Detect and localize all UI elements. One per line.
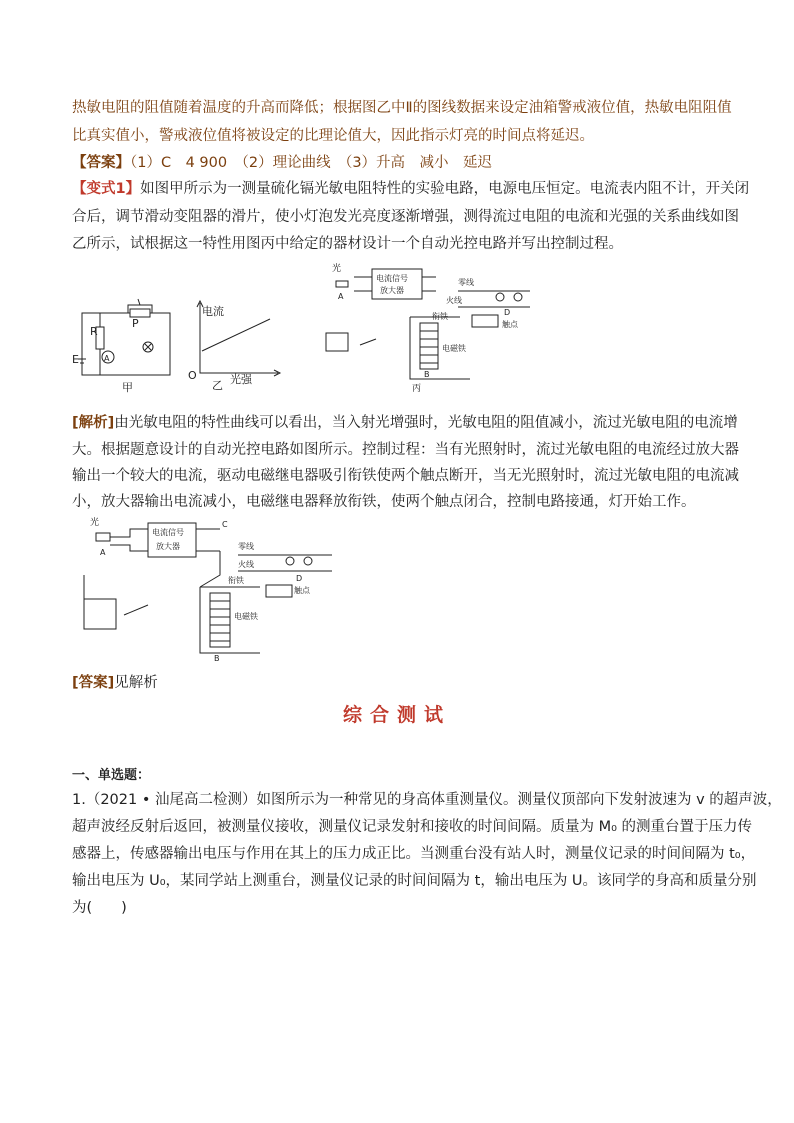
fig2-xiantie: 衔铁: [228, 576, 244, 585]
fig2-lingxian: 零线: [238, 542, 254, 551]
fig1-jia-E: E: [72, 353, 79, 366]
fig1-jia-A: A: [104, 354, 110, 363]
analysis-line-3: 输出一个较大的电流，驱动电磁继电器吸引衔铁使两个触点断开，当无光照射时，流过光敏电阻的电流减: [72, 468, 739, 484]
answer-tag: 【答案】: [72, 155, 130, 171]
fig1-yi-origin: O: [188, 369, 197, 382]
variant-1-line-3: 乙所示，试根据这一特性用图丙中给定的器材设计一个自动光控电路并写出控制过程。: [72, 236, 623, 252]
question-1-line-4: 输出电压为 U₀，某同学站上测重台，测量仪记录的时间间隔为 t，输出电压为 U。该同学的身高和质量分别: [72, 873, 757, 889]
fig2-chudian: 触点: [294, 586, 310, 595]
fig1-bing-huoxian: 火线: [446, 296, 462, 305]
variant-tag: 【变式1】: [72, 181, 141, 197]
fig1-bing-A: A: [338, 292, 344, 301]
fig1-bing-D: D: [504, 308, 511, 317]
answer-1: [72, 151, 732, 172]
fig1-bing-diancitie: 电磁铁: [442, 344, 466, 353]
fig1-jia-R: R: [90, 325, 98, 338]
answer-2-text: 见解析: [114, 675, 158, 691]
variant-1-line-2: 合后，调节滑动变阻器的滑片，使小灯泡发光亮度逐渐增强，测得流过电阻的电流和光强的关系曲线如图: [72, 209, 739, 225]
fig1-yi-ylabel: 电流: [202, 305, 224, 318]
fig1-yi-label: 乙: [212, 379, 223, 392]
fig2-diancitie: 电磁铁: [234, 612, 258, 621]
fig1-bing-lingxian: 零线: [458, 278, 474, 287]
fig1-bing-label: 丙: [412, 384, 422, 394]
variant-text-1: 如图甲所示为一测量硫化镉光敏电阻特性的实验电路，电源电压恒定。电流表内阻不计，开关闭: [140, 181, 750, 197]
fig1-jia-label: 甲: [122, 381, 133, 394]
fig1-jia-P: P: [132, 317, 139, 330]
answer-1-text: （1）C 4 900 （2）理论曲线 （3）升高 减小 延迟: [130, 155, 493, 171]
fig1-bing-B: B: [424, 370, 430, 379]
fig1-bing-amp2: 放大器: [380, 286, 404, 295]
question-1-line-5: 为( ): [72, 900, 127, 916]
fig2-B: B: [214, 654, 220, 663]
question-1-line-3: 感器上，传感器输出电压与作用在其上的压力成正比。当测重台没有站人时，测量仪记录的时间间隔为 t₀，: [72, 846, 756, 862]
answer-2: [72, 671, 732, 692]
answer-2-tag: [答案]: [72, 675, 115, 691]
fig2-huoxian: 火线: [238, 560, 254, 569]
analysis-text-1: 由光敏电阻的特性曲线可以看出，当入射光增强时，光敏电阻的阻值减小，流过光敏电阻的电流增: [114, 415, 738, 431]
fig1-yi-xlabel: 光强: [230, 373, 252, 386]
variant-1-line-1: [72, 177, 750, 198]
analysis-line-2: 大。根据题意设计的自动光控电路如图所示。控制过程：当有光照射时，流过光敏电阻的电流经过放大器: [72, 442, 739, 458]
fig2-A: A: [100, 548, 106, 557]
fig2-guang: 光: [90, 518, 100, 528]
fig2-amp1: 电流信号: [152, 528, 184, 537]
fig1-bing-chudian: 触点: [502, 320, 518, 329]
question-1-line-2: 超声波经反射后返回，被测量仪接收，测量仪记录发射和接收的时间间隔。质量为 M₀ 的测重台置于压力传: [72, 819, 753, 835]
analysis-tag: [解析]: [72, 415, 115, 431]
fig2-D: D: [296, 574, 303, 583]
fig1-bing-guang: 光: [332, 264, 342, 274]
analysis-line-1: [72, 411, 738, 432]
question-1-line-1: 1.（2021 • 汕尾高二检测）如图所示为一种常见的身高体重测量仪。测量仪顶部向下发射波速为 v 的超声波，: [72, 792, 782, 808]
prev-analysis-line-1: 热敏电阻的阻值随着温度的升高而降低；根据图乙中Ⅱ的图线数据来设定油箱警戒液位值，热敏电阻阻值: [72, 100, 732, 116]
analysis-line-4: 小，放大器输出电流减小，电磁继电器释放衔铁，使两个触点闭合，控制电路接通，灯开始工作。: [72, 494, 696, 510]
fig2-amp2: 放大器: [156, 542, 180, 551]
fig2-C: C: [222, 520, 228, 529]
test-title: 综合测试: [342, 704, 451, 726]
fig1-bing-amp1: 电流信号: [376, 274, 408, 283]
figure-1: [60, 255, 540, 395]
figure-2: [70, 515, 340, 665]
prev-analysis-line-2: 比真实值小，警戒液位值将被设定的比理论值大，因此指示灯亮的时间点将延迟。: [72, 128, 594, 144]
section-heading: 一、单选题：: [72, 768, 151, 783]
fig1-bing-xiantie: 衔铁: [432, 312, 448, 321]
